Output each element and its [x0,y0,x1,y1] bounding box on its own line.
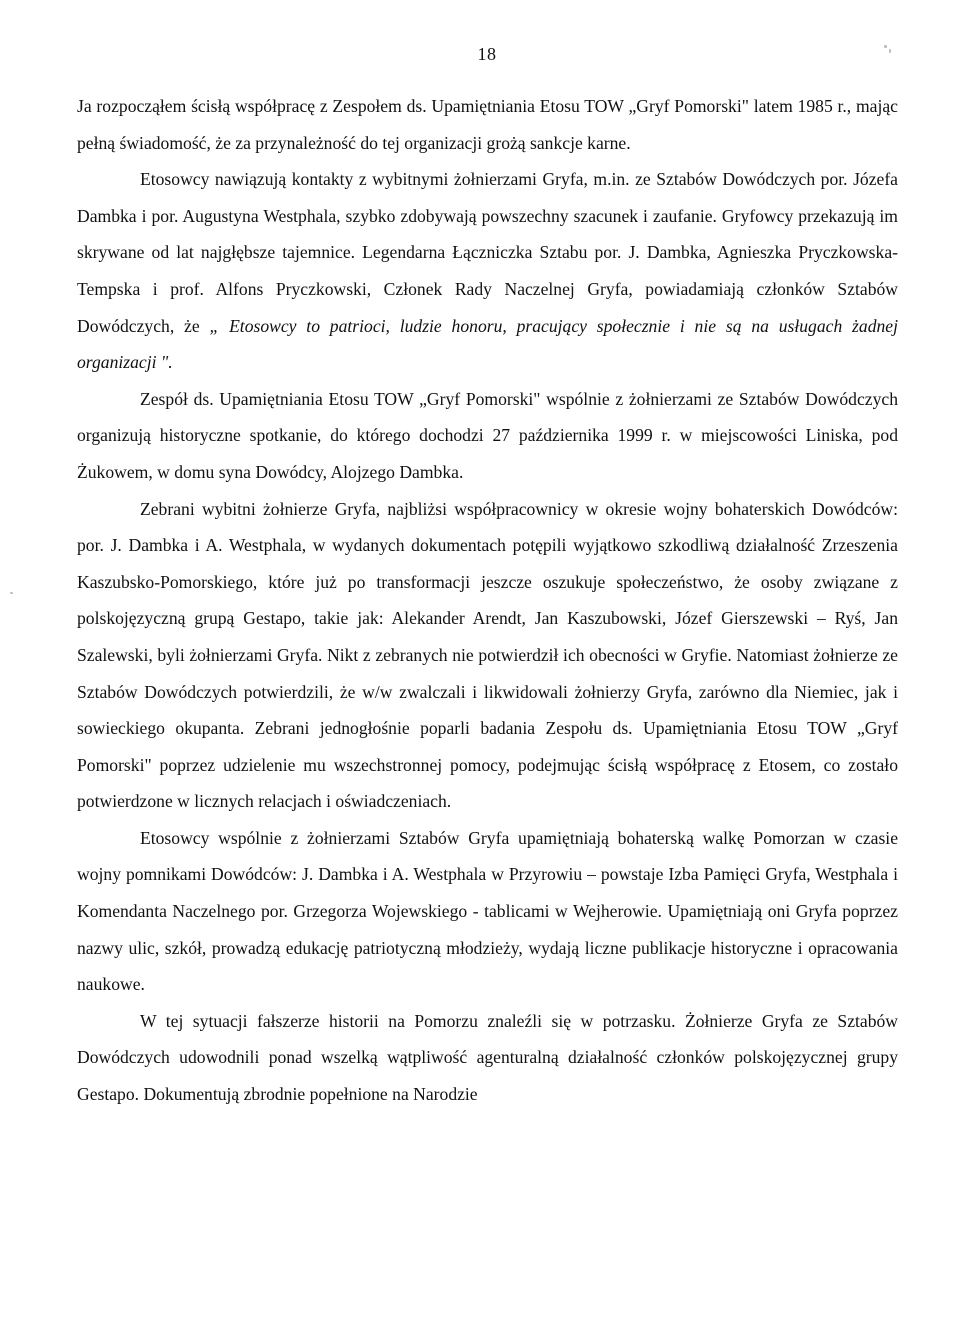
paragraph-text: Etosowcy wspólnie z żołnierzami Sztabów Gryfa upamiętniają bohaterską walkę Pomorzan w czasie wojny pomnikami Dowódców: J. Dambka i A. Westphala w Przyrowiu – powstaje Izba Pamięci Gryfa, Westphala i Komendanta Naczelnego por. Grzegorza Wojewskiego - tablicami w Wejherowie. Upamiętniają oni Gryfa poprzez nazwy ulic, szkół, prowadzą edukację patriotyczną młodzieży, wydają liczne publikacje historyczne i opracowania naukowe. [77,827,898,995]
paragraph-text: Zebrani wybitni żołnierze Gryfa, najbliżsi współpracownicy w okresie wojny bohaterskich Dowódców: por. J. Dambka i A. Westphala, w wydanych dokumentach potępili wyjątkowo szkodliwą działalność Zrzeszenia Kaszubsko-Pomorskiego, które już po transformacji jeszcze oszukuje społeczeństwo, że osoby związane z polskojęzyczną grupą Gestapo, takie jak: Alekander Arendt, Jan Kaszubowski, Józef Gierszewski – Ryś, Jan Szalewski, byli żołnierzami Gryfa. Nikt z zebranych nie potwierdził ich obecności w Gryfie. Natomiast żołnierze ze Sztabów Dowódczych potwierdzili, że w/w zwalczali i likwidowali żołnierzy Gryfa, zarówno dla Niemiec, jak i sowieckiego okupanta. Zebrani jednogłośnie poparli badania Zespołu ds. Upamiętniania Etosu TOW „Gryf Pomorski" poprzez udzielenie mu wszechstronnej pomocy, podejmując ścisłą współpracę z Etosem, co zostało potwierdzone w licznych relacjach i oświadczeniach. [77,498,898,812]
paragraph-text: Zespół ds. Upamiętniania Etosu TOW „Gryf Pomorski" wspólnie z żołnierzami ze Sztabów Dowódczych organizują historyczne spotkanie, do którego dochodzi 27 października 1999 r. w miejscowości Liniska, pod Żukowem, w domu syna Dowódcy, Alojzego Dambka. [77,388,898,482]
paragraph [77,491,898,820]
paragraph [77,161,898,381]
paragraph [77,88,898,161]
paragraph-text: Ja rozpocząłem ścisłą współpracę z Zespołem ds. Upamiętniania Etosu TOW „Gryf Pomorski" latem 1985 r., mając pełną świadomość, że za przynależność do tej organizacji grożą sankcje karne. [77,96,898,153]
paragraph [77,381,898,491]
paragraph [77,820,898,1003]
paragraph-text: Etosowcy nawiązują kontakty z wybitnymi żołnierzami Gryfa, m.in. ze Sztabów Dowódczych por. Józefa Dambka i por. Augustyna Westphala, szybko zdobywają powszechny szacunek i zaufanie. Gryfowcy przekazują im skrywane od lat najgłębsze tajemnice. Legendarna Łączniczka Sztabu por. J. Dambka, Agnieszka Pryczkowska-Tempska i prof. Alfons Pryczkowski, Członek Rady Naczelnej Gryfa, powiadamiają członków Sztabów Dowódczych, że [77,169,898,336]
scan-speck [889,49,891,53]
quotation: „ Etosowcy to patrioci, ludzie honoru, pracujący społecznie i nie są na usługach żadnej organizacji ". [77,315,898,373]
body-text [77,88,898,1113]
page-number: 18 [477,44,497,64]
paragraph [77,1003,898,1113]
scan-speck [884,45,887,48]
paragraph-text: W tej sytuacji fałszerze historii na Pomorzu znaleźli się w potrzasku. Żołnierze Gryfa ze Sztabów Dowódczych udowodnili ponad wszelką wątpliwość agenturalną działalność członków polskojęzycznej grupy Gestapo. Dokumentują zbrodnie popełnione na Narodzie [77,1010,898,1105]
scan-speck [10,592,13,594]
